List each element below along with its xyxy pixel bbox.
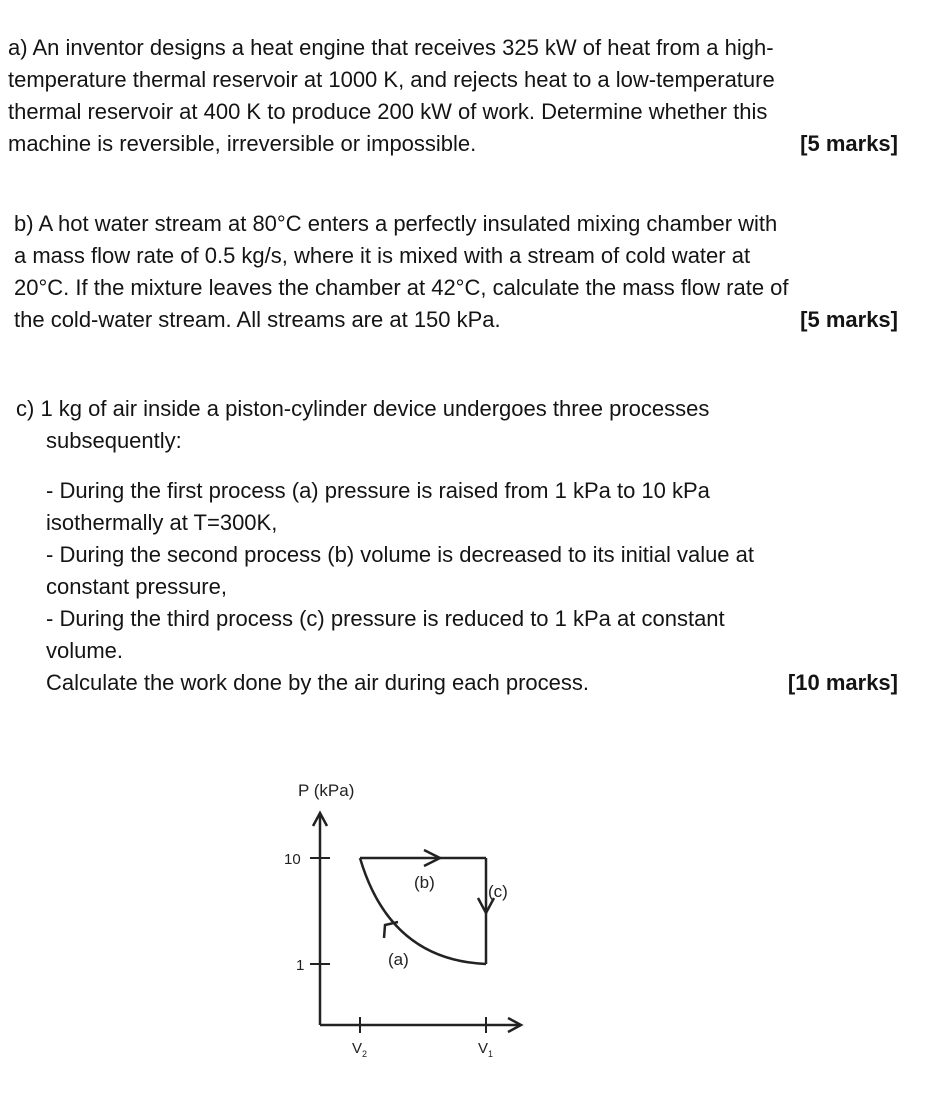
question-c-bullet-line: constant pressure, xyxy=(46,574,227,599)
y-tick-low-label: 1 xyxy=(296,957,305,974)
question-c-intro-2: subsequently: xyxy=(46,428,182,453)
question-a-line-1: a) An inventor designs a heat engine that receives 325 kW of heat from a high- xyxy=(8,35,774,60)
question-a-marks: [5 marks] xyxy=(800,131,898,156)
question-c-bullet-line: - During the second process (b) volume is decreased to its initial value at xyxy=(46,542,755,567)
question-b-line-2: a mass flow rate of 0.5 kg/s, where it is mixed with a stream of cold water at xyxy=(14,243,751,268)
question-b-line-3: 20°C. If the mixture leaves the chamber at 42°C, calculate the mass flow rate of xyxy=(14,275,789,300)
y-tick-high-label: 10 xyxy=(284,851,301,868)
question-c-marks: [10 marks] xyxy=(787,670,898,695)
x-tick-right-label: $V_1$ xyxy=(478,1040,494,1059)
question-c-bullet-line: - During the third process (c) pressure is reduced to 1 kPa at constant xyxy=(46,606,725,631)
question-c-bullet-line: volume. xyxy=(46,638,124,663)
question-a-line-2: temperature thermal reservoir at 1000 K, and rejects heat to a low-temperature xyxy=(8,67,775,92)
question-c-final: Calculate the work done by the air during each process. [10 marks] xyxy=(46,667,898,699)
process-a-label: (a) xyxy=(388,950,409,969)
question-a-line-3: thermal reservoir at 400 K to produce 200 kW of work. Determine whether this xyxy=(8,99,768,124)
y-axis-label: P (kPa) xyxy=(298,781,355,800)
question-c-bullet-line: - During the first process (a) pressure is raised from 1 kPa to 10 kPa xyxy=(46,478,710,503)
question-c-bullet-line: isothermally at T=300K, xyxy=(46,510,278,535)
question-b-marks: [5 marks] xyxy=(800,307,898,332)
question-b-line-1: b) A hot water stream at 80°C enters a perfectly insulated mixing chamber with xyxy=(14,211,778,236)
question-a-line-4: machine is reversible, irreversible or impossible. [5 marks] xyxy=(8,128,898,160)
process-c-label: (c) xyxy=(488,882,508,901)
process-b-label: (b) xyxy=(414,873,435,892)
x-tick-left-label: $V_2$ xyxy=(352,1040,368,1059)
question-b-line-4: the cold-water stream. All streams are at 150 kPa. [5 marks] xyxy=(14,304,898,336)
question-c-intro-1: c) 1 kg of air inside a piston-cylinder device undergoes three processes xyxy=(16,396,710,421)
